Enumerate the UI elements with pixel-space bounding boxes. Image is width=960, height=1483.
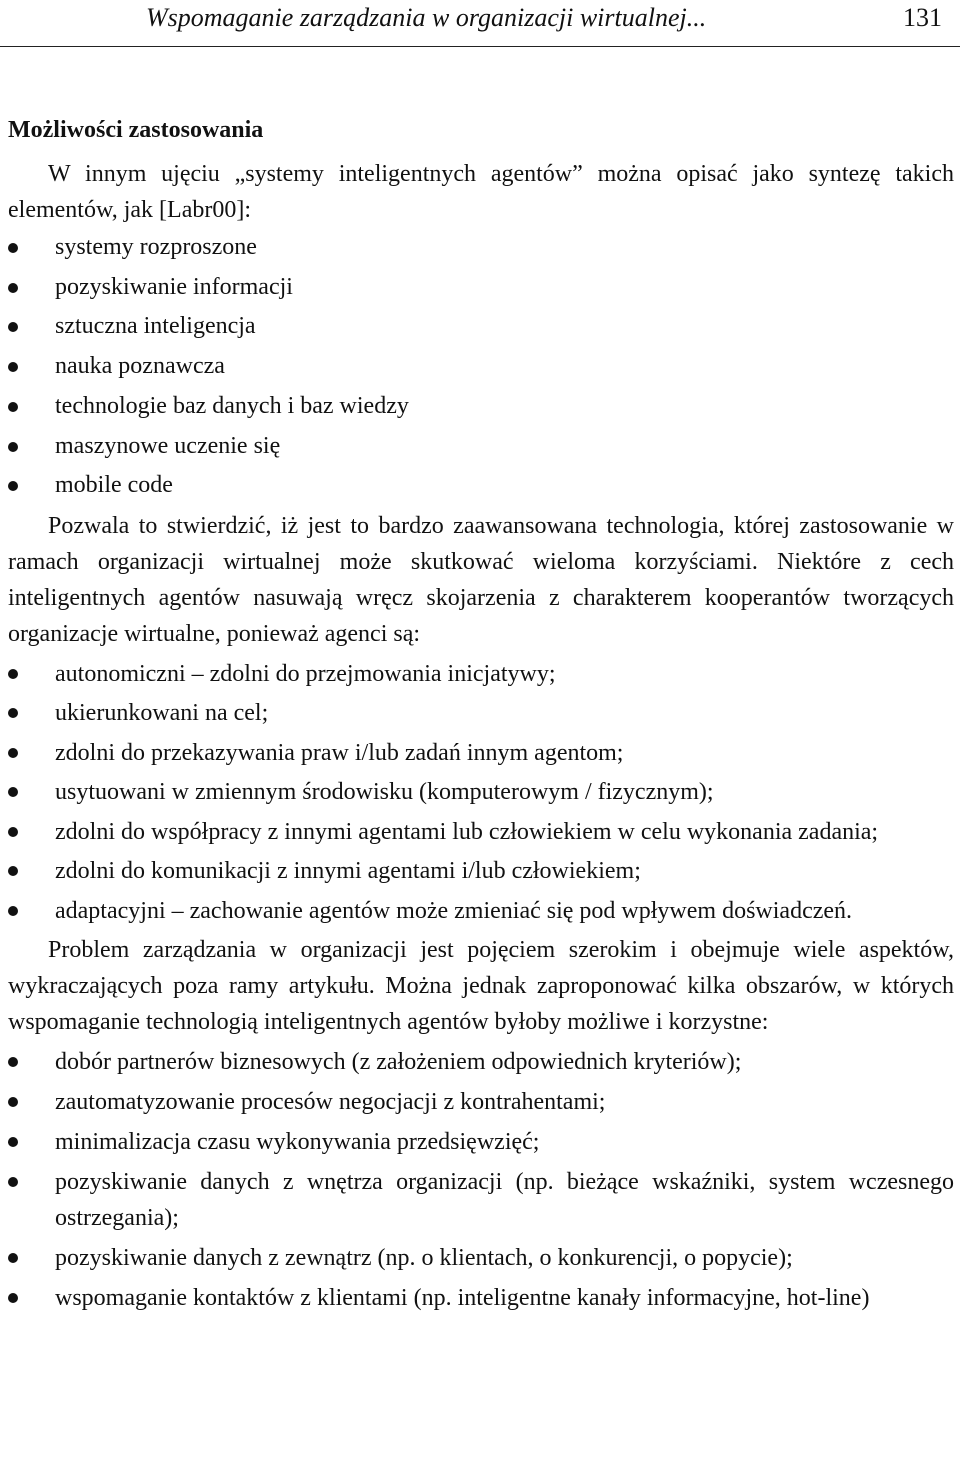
bullet-list-components [8, 228, 954, 506]
list-item: zautomatyzowanie procesów negocjacji z kontrahentami; [8, 1084, 954, 1120]
bullet-icon [8, 787, 18, 797]
bullet-icon [8, 442, 18, 452]
paragraph-conclusion: Pozwala to stwierdzić, iż jest to bardzo zaawansowana technologia, której zastosowanie w ramach organizacji wirtualnej może skutkować wieloma korzyściami. Niektóre z cech inteligentnych agentów nasuwają wręcz skojarzenia z charakterem kooperantów tworzących organizacje wirtualne, ponieważ agenci są: [8, 512, 954, 647]
list-item: pozyskiwanie danych z wnętrza organizacji (np. bieżące wskaźniki, system wczesnego ostrzegania); [8, 1164, 954, 1236]
list-item: nauka poznawcza [8, 347, 954, 387]
bullet-icon [8, 708, 18, 718]
bullet-icon [8, 362, 18, 372]
bullet-icon [8, 1253, 18, 1263]
page-number: 131 [903, 3, 942, 32]
bullet-icon [8, 1293, 18, 1303]
bullet-icon [8, 1097, 18, 1107]
bullet-icon [8, 669, 18, 679]
bullet-list-application-areas [8, 1044, 954, 1316]
bullet-icon [8, 1177, 18, 1187]
bullet-icon [8, 1057, 18, 1067]
bullet-icon [8, 243, 18, 253]
bullet-icon [8, 402, 18, 412]
running-header-title: Wspomaganie zarządzania w organizacji wirtualnej... [146, 3, 707, 32]
bullet-icon [8, 283, 18, 293]
bullet-icon [8, 322, 18, 332]
list-item: maszynowe uczenie się [8, 427, 954, 467]
list-item: minimalizacja czasu wykonywania przedsięwzięć; [8, 1124, 954, 1160]
list-item: dobór partnerów biznesowych (z założeniem odpowiednich kryteriów); [8, 1044, 954, 1080]
list-item: pozyskiwanie informacji [8, 268, 954, 308]
list-item: pozyskiwanie danych z zewnątrz (np. o klientach, o konkurencji, o popycie); [8, 1240, 954, 1276]
list-item: zdolni do komunikacji z innymi agentami i/lub człowiekiem; [8, 853, 954, 889]
bullet-icon [8, 827, 18, 837]
list-item: systemy rozproszone [8, 228, 954, 268]
list-item: autonomiczni – zdolni do przejmowania inicjatywy; [8, 656, 954, 692]
list-item: zdolni do przekazywania praw i/lub zadań innym agentom; [8, 735, 954, 771]
section-heading: Możliwości zastosowania [8, 117, 264, 143]
page-body [8, 110, 954, 1320]
list-item: wspomaganie kontaktów z klientami (np. inteligentne kanały informacyjne, hot-line) [8, 1280, 954, 1316]
bullet-icon [8, 906, 18, 916]
bullet-icon [8, 1137, 18, 1147]
list-item: technologie baz danych i baz wiedzy [8, 387, 954, 427]
list-item: usytuowani w zmiennym środowisku (komputerowym / fizycznym); [8, 774, 954, 810]
list-item: mobile code [8, 466, 954, 506]
bullet-icon [8, 866, 18, 876]
running-header [0, 0, 960, 47]
paragraph-problem: Problem zarządzania w organizacji jest pojęciem szerokim i obejmuje wiele aspektów, wykraczających poza ramy artykułu. Można jednak zaproponować kilka obszarów, w których wspomaganie technologią inteligentnych agentów byłoby możliwe i korzystne: [8, 937, 954, 1036]
intro-paragraph: W innym ujęciu „systemy inteligentnych agentów” można opisać jako syntezę takich elementów, jak [Labr00]: [8, 161, 954, 223]
bullet-icon [8, 481, 18, 491]
list-item: zdolni do współpracy z innymi agentami lub człowiekiem w celu wykonania zadania; [8, 814, 954, 850]
bullet-list-agent-traits [8, 656, 954, 929]
bullet-icon [8, 748, 18, 758]
list-item: adaptacyjni – zachowanie agentów może zmieniać się pod wpływem doświadczeń. [8, 893, 954, 929]
list-item: ukierunkowani na cel; [8, 695, 954, 731]
list-item: sztuczna inteligencja [8, 307, 954, 347]
